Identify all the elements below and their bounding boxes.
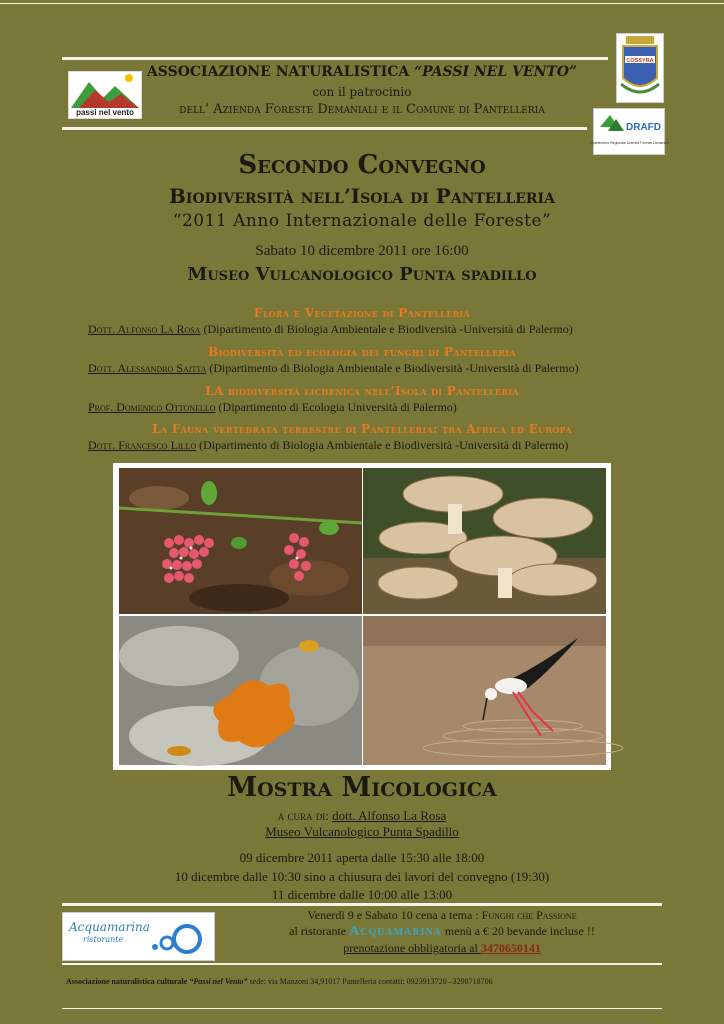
speaker-name: Dott. Alfonso La Rosa: [88, 322, 201, 336]
dinner-line-2: [222, 924, 662, 940]
talk-title: La Fauna vertebrata terrestre di Pantelleria: tra Africa ed Europa: [152, 422, 572, 436]
talk-speaker-row: [88, 400, 698, 415]
acq-logo-text: Acquamarina: [69, 920, 150, 934]
curator-name: dott. Alfonso La Rosa: [332, 808, 447, 823]
header-line-bottom: [62, 127, 587, 130]
lichen-photo: [119, 616, 362, 765]
acquamarina-logo: [62, 912, 215, 961]
event-venue: Museo Vulcanologico Punta spadillo: [187, 264, 537, 285]
footer-prefix: Associazione naturalistica culturale: [66, 977, 190, 986]
exhibition-date-line: 09 dicembre 2011 aperta dalle 15:30 alle 18:00: [239, 850, 485, 865]
event-title: Secondo Convegno: [238, 150, 486, 180]
berries-photo: [119, 468, 362, 614]
footer-contacts: sede: via Manzoni 34,91017 Pantelleria contatti: 0923913720 –3298718706: [247, 977, 493, 986]
drafd-sub: Dipartimento Regionale Azienda Foreste Demaniali: [589, 141, 669, 145]
drafd-label: DRAFD: [626, 122, 661, 133]
restaurant-name: Acquamarina: [349, 924, 442, 939]
exhibition-place: Museo Vulcanologico Punta Spadillo: [265, 824, 459, 839]
speaker-name: Prof. Domenico Ottonello: [88, 400, 216, 414]
talk-speaker-row: [88, 438, 698, 453]
exhibition-curator-row: [0, 808, 724, 824]
association-header: [0, 64, 724, 80]
curated-by-label: a cura di:: [277, 808, 329, 823]
acq-logo-sub: ristorante: [83, 935, 124, 944]
speaker-name: Dott. Francesco Lillo: [88, 438, 197, 452]
top-border-line: [0, 3, 724, 4]
event-motto: “2011 Anno Internazionale delle Foreste”: [172, 211, 552, 231]
speaker-affiliation: (Dipartimento di Ecologia Università di Palermo): [215, 400, 457, 414]
bottom-border-line: [62, 1008, 662, 1009]
stilt-bird-photo: [363, 616, 606, 765]
header-line-top: [62, 57, 608, 60]
booking-phone[interactable]: 3470650141: [480, 941, 541, 955]
footer-name: “Passi nel Vento”: [189, 977, 248, 986]
talk-speaker-row: [88, 361, 698, 376]
speaker-affiliation: (Dipartimento di Biologia Ambientale e Biodiversità -Università di Palermo): [196, 438, 569, 452]
talk-title: Biodiversità ed ecologia dei funghi di Pantelleria: [208, 345, 516, 359]
speaker-affiliation: (Dipartimento di Biologia Ambientale e Biodiversità -Università di Palermo): [206, 361, 579, 375]
exhibition-date-line: 10 dicembre dalle 10:30 sino a chiusura dei lavori del convegno (19:30): [174, 869, 550, 884]
footer-text: [66, 977, 666, 986]
speaker-name: Dott. Alessandro Saitta: [88, 361, 207, 375]
booking-prefix: prenotazione obbligatoria al: [343, 941, 481, 955]
dinner-theme: Funghi che Passione: [481, 908, 577, 922]
restaurant-prefix: al ristorante: [289, 924, 350, 938]
dinner-line-top: [62, 903, 662, 906]
patronage-line: dell’ Azienda Foreste Demaniali e il Comune di Pantelleria: [179, 102, 545, 117]
exhibition-title: Mostra Micologica: [227, 772, 497, 803]
talk-title: LA biodiversità lichenica nell’Isola di Pantelleria: [205, 384, 519, 398]
coat-label: COSSYRA: [626, 58, 654, 64]
event-subtitle: Biodiversità nell’Isola di Pantelleria: [169, 184, 555, 208]
patronage-text: con il patrocinio: [312, 85, 412, 99]
dinner-line-1: [222, 908, 662, 923]
talk-speaker-row: [88, 322, 698, 337]
association-name: ASSOCIAZIONE NATURALISTICA: [146, 64, 410, 80]
exhibition-date-line: 11 dicembre dalle 10:00 alle 13:00: [271, 887, 453, 902]
dinner-line-3: [222, 941, 662, 956]
restaurant-price: menù a € 20 bevande incluse !!: [441, 924, 595, 938]
speaker-affiliation: (Dipartimento di Biologia Ambientale e Biodiversità -Università di Palermo): [200, 322, 573, 336]
event-date: Sabato 10 dicembre 2011 ore 16:00: [255, 243, 469, 259]
mushrooms-photo: [363, 468, 606, 614]
photo-collage: [113, 463, 611, 770]
talk-title: Flora e Vegetazione di Pantelleria: [253, 306, 471, 320]
dinner-prefix: Venerdì 9 e Sabato 10 cena a tema :: [307, 908, 482, 922]
association-quote: “PASSI NEL VENTO”: [414, 64, 578, 80]
logo-text: passi nel vento: [76, 108, 134, 117]
footer-line-top: [62, 963, 662, 965]
